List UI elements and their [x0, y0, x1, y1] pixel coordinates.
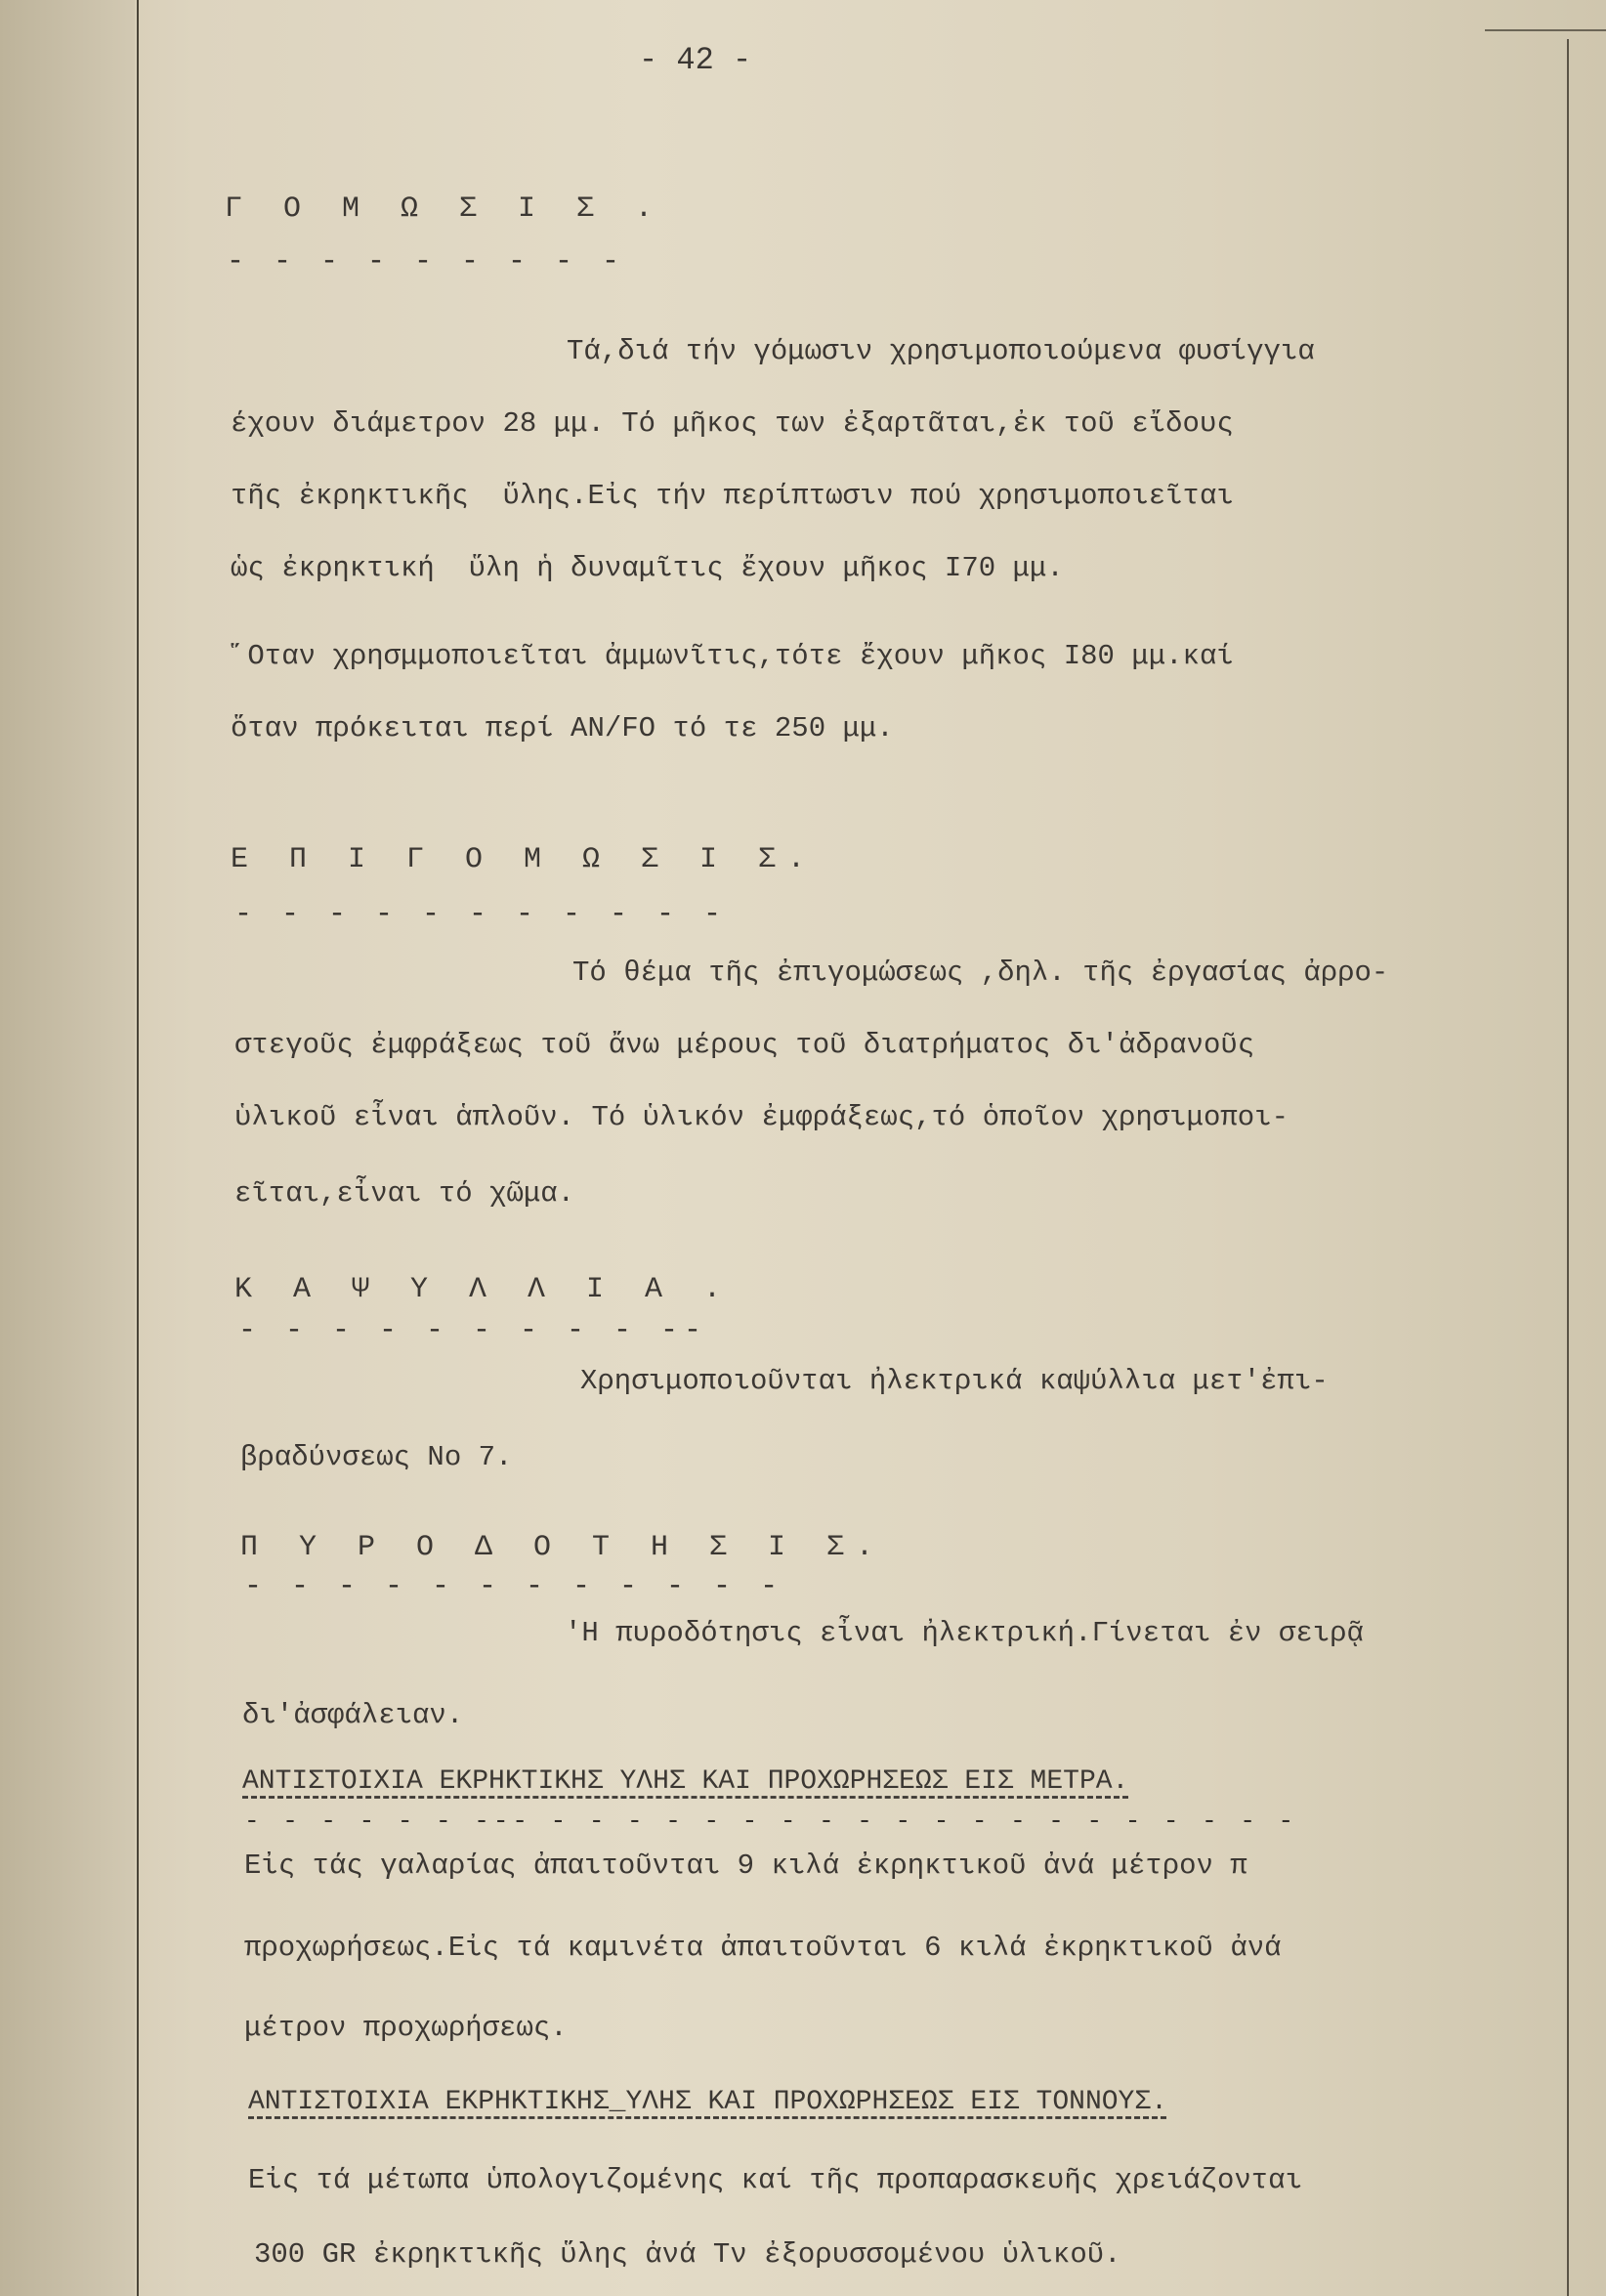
paragraph-line: Χρησιμοποιοῦνται ἠλεκτρικά καψύλλια μετ'ἐπι- [580, 1365, 1329, 1397]
paragraph-line: ὅταν πρόκειται περί ΑΝ/FO τό τε 250 μμ. [231, 712, 894, 744]
left-page-edge [137, 0, 139, 2296]
top-border-line [1485, 29, 1606, 31]
section-heading: ΑΝΤΙΣΤΟΙΧΙΑ ΕΚΡΗΚΤΙΚΗΣ_ΥΛΗΣ ΚΑΙ ΠΡΟΧΩΡΗΣΕΩΣ ΕΙΣ ΤΟΝΝΟΥΣ. [248, 2087, 1167, 2117]
page-margin-shadow [0, 0, 135, 2296]
paragraph-line: ὡς ἐκρηκτική ὕλη ἡ δυναμῖτις ἔχουν μῆκος I70 μμ. [231, 552, 1064, 584]
paragraph-line: εῖται,εἶναι τό χῶμα. [234, 1177, 575, 1210]
paragraph-line: προχωρήσεως.Εἰς τά καμινέτα ἀπαιτοῦνται 6 κιλά ἐκρηκτικοῦ ἀνά [244, 1932, 1282, 1964]
section-heading: ΑΝΤΙΣΤΟΙΧΙΑ ΕΚΡΗΚΤΙΚΗΣ ΥΛΗΣ ΚΑΙ ΠΡΟΧΩΡΗΣΕΩΣ ΕΙΣ ΜΕΤΡΑ. [242, 1766, 1129, 1797]
section-heading: Κ Α Ψ Υ Λ Λ Ι Α . [234, 1273, 734, 1306]
paragraph-line: δι'ἀσφάλειαν. [242, 1699, 464, 1731]
paragraph-line: τῆς ἐκρηκτικῆς ὕλης.Εἰς τήν περίπτωσιν πού χρησιμοποιεῖται [231, 480, 1234, 512]
paragraph-line: στεγοῦς ἐμφράξεως τοῦ ἄνω μέρους τοῦ διατρήματος δι'ἀδρανοῦς [234, 1029, 1255, 1061]
section-rule: - - - - - - --- - - - - - - - - - - - - - - - - - - - - [244, 1807, 1298, 1836]
paragraph-line: 'Η πυροδότησις εἶναι ἠλεκτρική.Γίνεται ἐν σειρᾷ [565, 1617, 1364, 1649]
section-rule: - - - - - - - - - [227, 245, 626, 278]
section-heading: Π Υ Ρ Ο Δ Ο Τ Η Σ Ι Σ. [240, 1531, 886, 1564]
section-heading: Γ Ο Μ Ω Σ Ι Σ . [225, 192, 665, 226]
paragraph-line: 300 GR ἐκρηκτικῆς ὕλης ἀνά Τν ἐξορυσσομένου ὑλικοῦ. [254, 2238, 1121, 2271]
paragraph-line: έχουν διάμετρον 28 μμ. Τό μῆκος των ἐξαρτᾶται,ἐκ τοῦ εἴδους [231, 407, 1234, 440]
section-rule: - - - - - - - - - -- [238, 1314, 708, 1347]
paragraph-line: Τά,διά τήν γόμωσιν χρησιμοποιούμενα φυσίγγια [567, 335, 1315, 367]
right-border-line [1567, 39, 1569, 2296]
paragraph-line: ῞Οταν χρησμμοποιεῖται ἀμμωνῖτις,τότε ἔχουν μῆκος I80 μμ.καί [231, 640, 1234, 672]
paragraph-line: Εἰς τά μέτωπα ὑπολογιζομένης καί τῆς προπαρασκευῆς χρειάζονται [248, 2164, 1302, 2196]
paragraph-line: Τό θέμα τῆς ἐπιγομώσεως ,δηλ. τῆς ἐργασίας ἀρρο- [572, 957, 1389, 989]
paragraph-line: ὑλικοῦ εἶναι ἁπλοῦν. Τό ὑλικόν ἐμφράξεως,τό ὁποῖον χρησιμοποι- [234, 1101, 1289, 1133]
section-heading: Ε Π Ι Γ Ο Μ Ω Σ Ι Σ. [231, 843, 818, 876]
section-rule: - - - - - - - - - - - [234, 898, 728, 931]
paragraph-line: βραδύνσεως Νο 7. [240, 1441, 513, 1473]
section-rule: - - - - - - - - - - - - [244, 1570, 784, 1603]
paragraph-line: μέτρον προχωρήσεως. [244, 2012, 568, 2044]
page-number: - 42 - [639, 42, 752, 78]
paragraph-line: Εἰς τάς γαλαρίας ἀπαιτοῦνται 9 κιλά ἐκρηκτικοῦ ἀνά μέτρον π [244, 1850, 1247, 1882]
